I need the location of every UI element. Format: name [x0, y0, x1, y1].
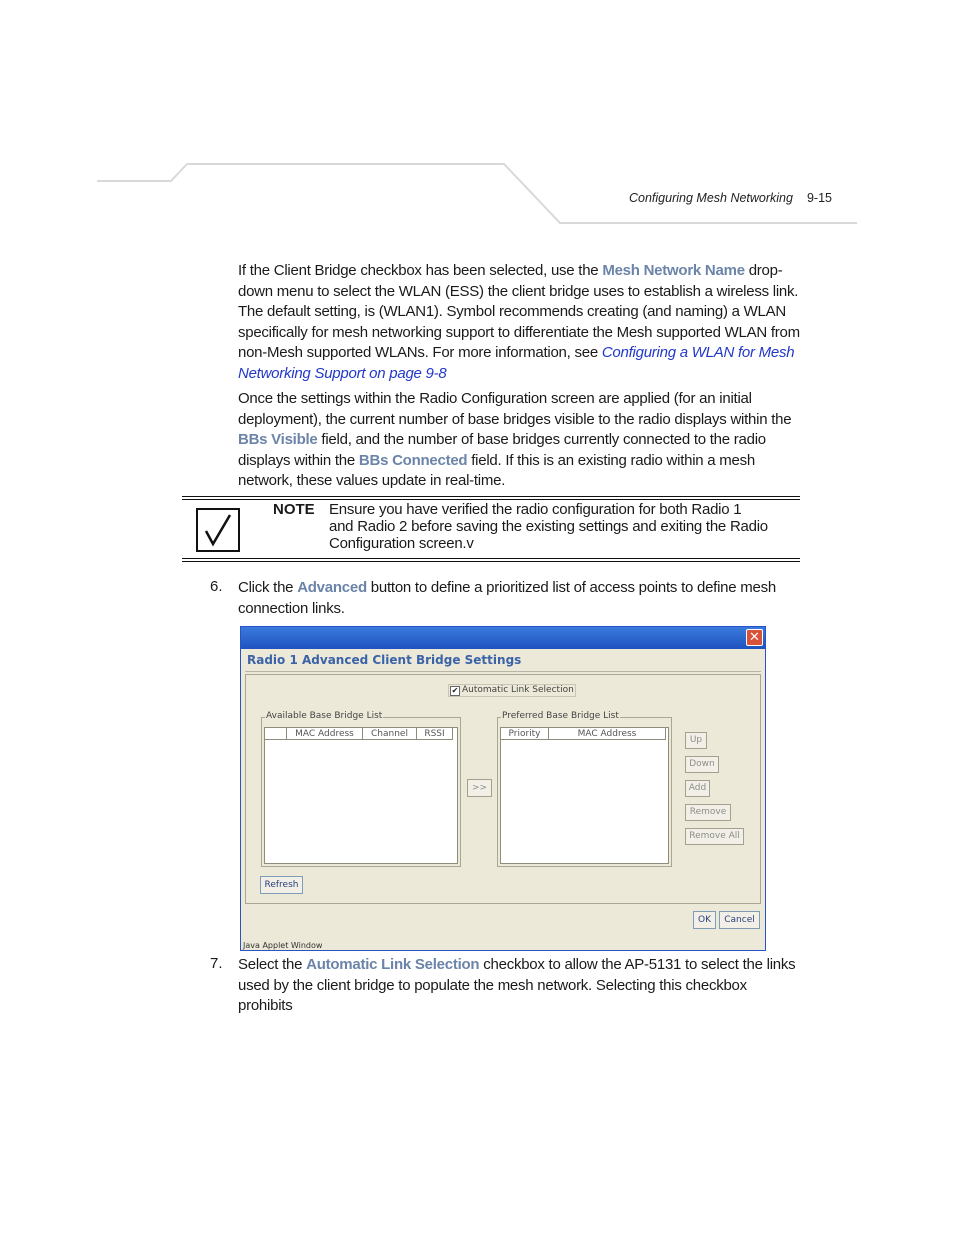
- checkmark-icon: [196, 508, 240, 552]
- remove-all-button[interactable]: Remove All: [685, 828, 744, 845]
- up-button[interactable]: Up: [685, 732, 707, 749]
- java-applet-footer: Java Applet Window: [243, 941, 323, 950]
- section-title: Configuring Mesh Networking: [629, 191, 793, 205]
- step7-text-2: checkbox to allow the AP-5131 to select the links used by the client bridge to populate the mesh network. Selecting this checkbox prohibits: [238, 956, 796, 1014]
- keyword-mesh-network-name: Mesh Network Name: [602, 262, 745, 279]
- step6-text-1: Click the: [238, 579, 298, 596]
- step7-text-1: Select the: [238, 956, 307, 973]
- move-to-preferred-button[interactable]: >>: [467, 779, 492, 797]
- dialog-panel: [245, 674, 761, 904]
- step6-text-2: button to define a prioritized list of access points to define mesh connection links.: [238, 579, 776, 617]
- step-6-text: [238, 578, 800, 619]
- para2-text-2: field, and the number of base bridges currently connected to the radio displays within the: [238, 431, 766, 469]
- column-header-select[interactable]: [265, 728, 287, 740]
- refresh-button[interactable]: Refresh: [260, 876, 303, 894]
- column-header-rssi[interactable]: RSSI: [417, 728, 453, 740]
- dialog-heading: Radio 1 Advanced Client Bridge Settings: [247, 653, 522, 667]
- cancel-button[interactable]: Cancel: [719, 911, 760, 929]
- automatic-link-selection-label: Automatic Link Selection: [462, 685, 574, 695]
- keyword-advanced: Advanced: [297, 579, 367, 596]
- page-number: 9-15: [806, 191, 832, 205]
- keyword-bbs-visible: BBs Visible: [238, 431, 318, 448]
- remove-button[interactable]: Remove: [685, 804, 731, 821]
- note-box: [182, 496, 800, 562]
- column-header-channel[interactable]: Channel: [363, 728, 417, 740]
- available-base-bridge-list[interactable]: [264, 727, 458, 864]
- checkbox-check-icon: ✔: [451, 686, 459, 695]
- close-icon[interactable]: ✕: [746, 629, 763, 646]
- note-text: Ensure you have verified the radio configuration for both Radio 1 and Radio 2 before saving the existing settings and exiting the Radio Configuration screen.v: [329, 501, 768, 552]
- paragraph-bbs-visible: [238, 389, 800, 492]
- dialog-titlebar: [241, 627, 765, 649]
- note-label: NOTE: [273, 501, 315, 518]
- running-head: [629, 191, 832, 205]
- preferred-base-bridge-title: Preferred Base Bridge List: [502, 711, 619, 721]
- advanced-client-bridge-dialog: [240, 626, 766, 951]
- para1-text-2: drop-down menu to select the WLAN (ESS) the client bridge uses to establish a wireless link. The default setting, is (WLAN1). Symbol recommends creating (and naming) a WLAN specifically for mesh networking support to differentiate the Mesh supported WLAN from non-Mesh supported WLANs. For more information, see: [238, 262, 800, 361]
- step-7-number: 7.: [210, 955, 223, 972]
- keyword-automatic-link-selection: Automatic Link Selection: [306, 956, 480, 973]
- column-header-mac-address[interactable]: MAC Address: [287, 728, 363, 740]
- column-header-priority[interactable]: Priority: [501, 728, 549, 740]
- para2-text-1: Once the settings within the Radio Configuration screen are applied (for an initial deployment), the current number of base bridges visible to the radio displays within the: [238, 390, 792, 428]
- down-button[interactable]: Down: [685, 756, 719, 773]
- available-base-bridge-group: [261, 711, 461, 867]
- cross-reference-link[interactable]: Configuring a WLAN for Mesh Networking Support on page 9-8: [238, 344, 795, 382]
- step-7-text: [238, 955, 800, 1017]
- available-base-bridge-title: Available Base Bridge List: [266, 711, 383, 721]
- add-button[interactable]: Add: [685, 780, 710, 797]
- automatic-link-selection-checkbox[interactable]: [448, 684, 576, 697]
- paragraph-mesh-network-name: [238, 261, 800, 384]
- para2-text-3: field. If this is an existing radio within a mesh network, these values update in real-time.: [238, 451, 755, 489]
- step-6-number: 6.: [210, 578, 223, 595]
- preferred-base-bridge-group: [497, 711, 672, 867]
- ok-button[interactable]: OK: [693, 911, 716, 929]
- keyword-bbs-connected: BBs Connected: [358, 451, 468, 469]
- preferred-base-bridge-list[interactable]: [500, 727, 669, 864]
- para1-text-1: If the Client Bridge checkbox has been selected, use the: [238, 262, 603, 279]
- column-header-preferred-mac-address[interactable]: MAC Address: [549, 728, 666, 740]
